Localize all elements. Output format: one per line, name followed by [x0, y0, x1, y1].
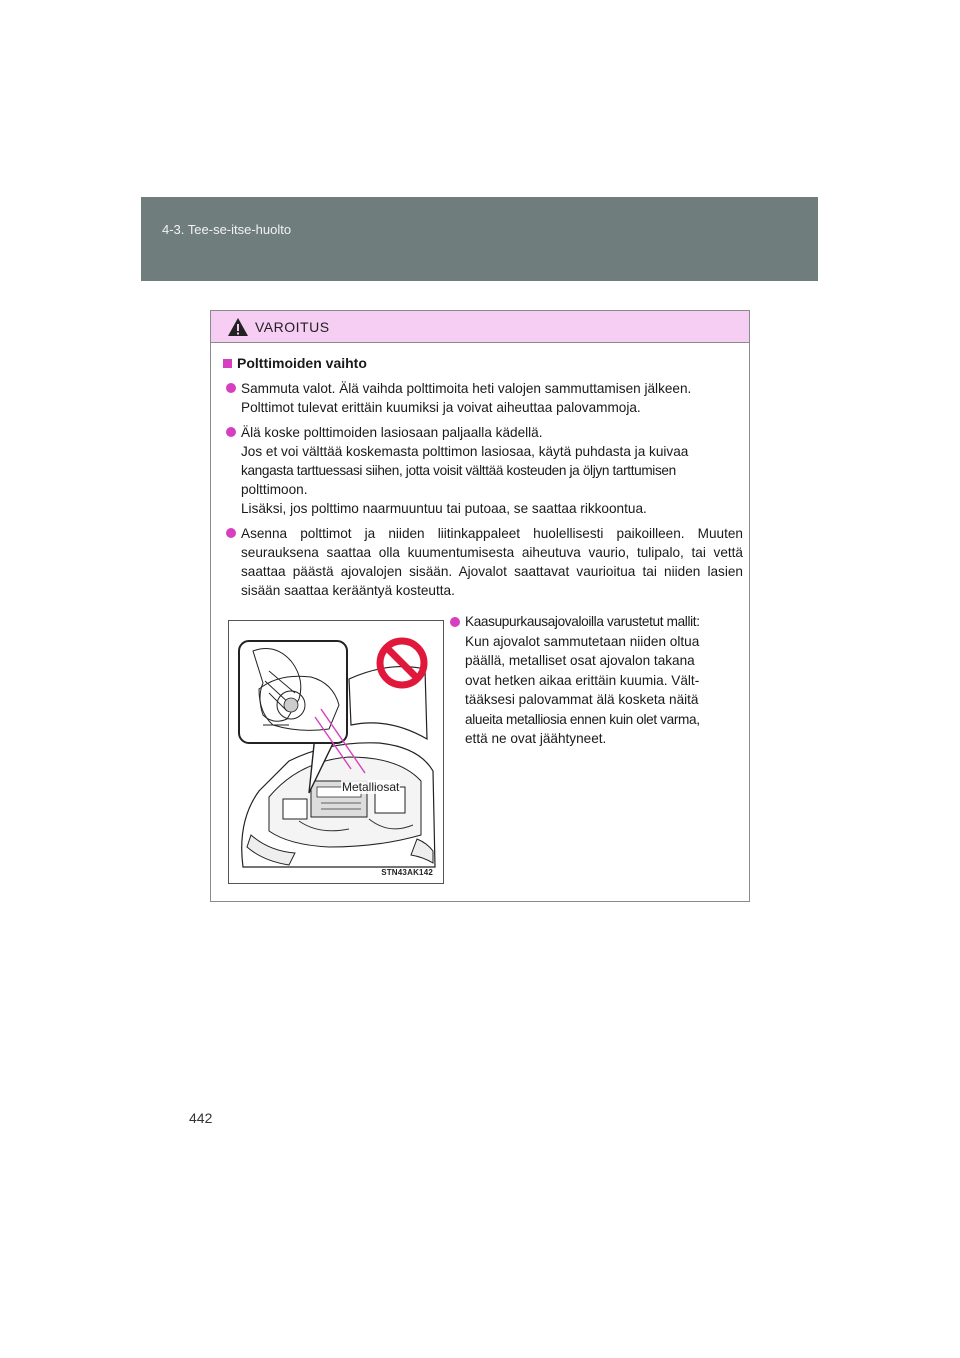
warning-box [210, 310, 750, 902]
side-bullet-item [449, 612, 743, 749]
square-bullet-icon [223, 359, 232, 368]
subsection-heading [223, 355, 367, 371]
bullet-line: Lisäksi, jos polttimo naarmuuntuu tai putoaa, se saattaa rikkoontua. [241, 501, 647, 516]
bullet-dot-icon [450, 617, 460, 627]
bullet-dot-icon [226, 427, 236, 437]
warning-title: VAROITUS [255, 318, 330, 335]
figure-callout-label: Metalliosat [342, 780, 400, 794]
side-bullet-line: ovat hetken aikaa erittäin kuumia. Vält- [465, 672, 700, 688]
side-bullet-line: tääksesi palovammat älä kosketa näitä [465, 692, 699, 707]
bullet-text: Asenna polttimot ja niiden liitinkappaleet huolellisesti paikoilleen. Muuten seurauksena saattaa olla kuumentumisesta aiheutuva vaurio, tulipalo, tai vettä saattaa päästä ajovalojen sisään. Ajovalot saattavat vaurioitua tai niiden lasien sisään saattaa kerääntyä kosteutta. [241, 526, 743, 598]
bullet-line: kangasta tarttuessasi siihen, jotta voisit välttää kosteuden ja öljyn tarttumisen [241, 463, 676, 478]
bullet-line: Polttimot tulevat erittäin kuumiksi ja voivat aiheuttaa palovammoja. [241, 400, 641, 415]
bullet-item [225, 524, 743, 600]
side-bullet-line: että ne ovat jäähtyneet. [465, 731, 607, 746]
side-bullet-line: Kaasupurkausajovaloilla varustetut mallit: [465, 614, 700, 629]
bullet-line: polttimoon. [241, 482, 308, 497]
bullet-line: Sammuta valot. Älä vaihda polttimoita heti valojen sammuttamisen jälkeen. [241, 381, 692, 396]
engine-bay-drawing [229, 621, 443, 883]
section-title: 4-3. Tee-se-itse-huolto [162, 222, 292, 237]
side-bullet-line: päällä, metalliset osat ajovalon takana [465, 653, 695, 668]
subsection-heading-text: Polttimoiden vaihto [237, 355, 367, 371]
bullet-line: Älä koske polttimoiden lasiosaan paljaalla kädellä. [241, 425, 543, 440]
bullet-item [225, 423, 743, 518]
bullet-item [225, 379, 743, 417]
side-bullet-line: alueita metalliosia ennen kuin olet varma, [465, 711, 700, 727]
bullet-line: Jos et voi välttää koskemasta polttimon lasiosaa, käytä puhdasta ja kuivaa [241, 444, 689, 459]
warning-header [211, 311, 749, 343]
warning-bullets [225, 379, 743, 606]
bullet-dot-icon [226, 383, 236, 393]
side-bullet-line: Kun ajovalot sammutetaan niiden oltua [465, 633, 700, 649]
section-header-bar [141, 197, 818, 281]
warning-triangle-icon [227, 317, 249, 337]
figure-code: STN43AK142 [381, 868, 433, 877]
engine-bay-illustration [228, 620, 444, 884]
page-number: 442 [189, 1110, 213, 1126]
bullet-dot-icon [226, 528, 236, 538]
